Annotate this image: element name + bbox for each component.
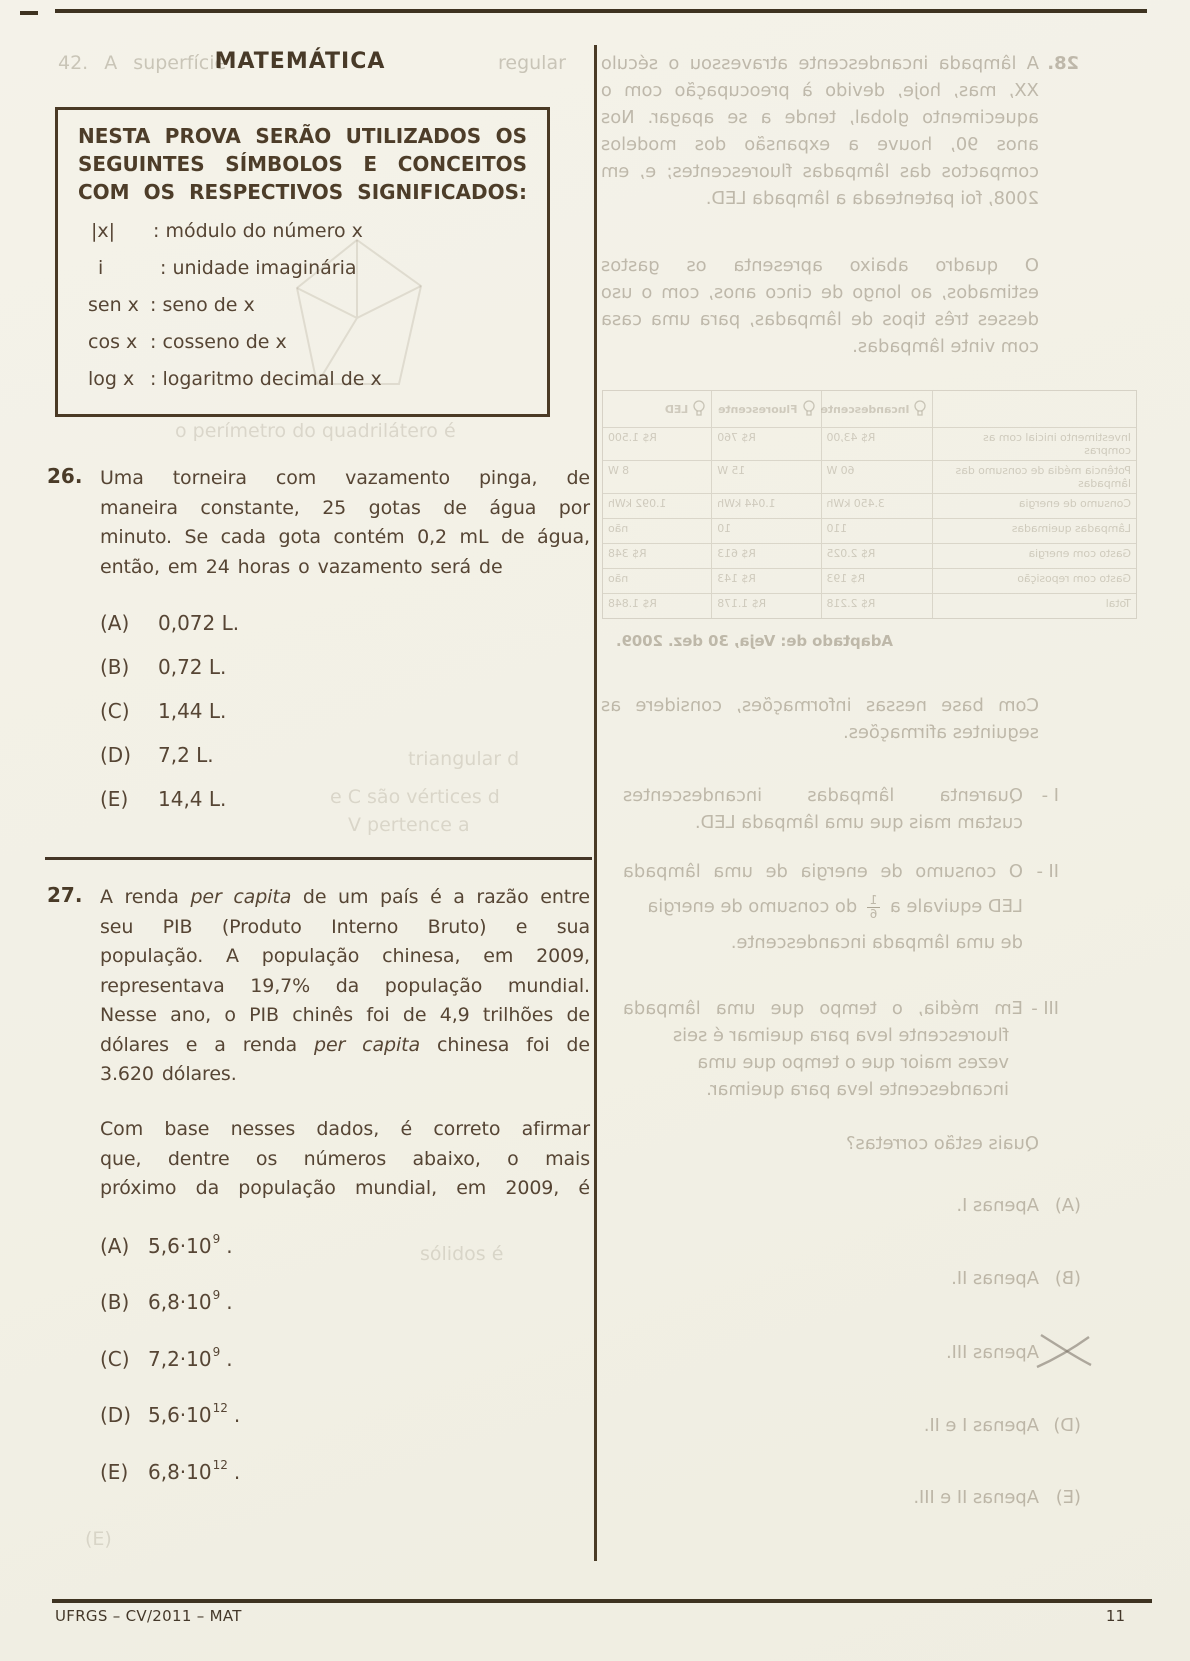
bleed-table-row-label: Investimento inicial com as compras [983,431,1131,457]
question-text-line: minuto. Se cada gota contém 0,2 mL de água, [100,526,590,548]
bleed-question-28 [596,50,1143,212]
bleed-question-number: 28. [1047,53,1079,74]
top-rule [55,9,1147,13]
footer-page-number: 11 [1105,1607,1125,1625]
footer-exam-code: UFRGS – CV/2011 – MAT [55,1607,242,1625]
bleed-line: compactos das lâmpadas fluorescentes; e, em [601,161,1039,182]
question-text-line: maneira constante, 25 gotas de água por [100,496,590,519]
bleed-table-cell: R$ 2.218 [822,594,934,618]
bleed-line: incandescente leva para queimar. [706,1079,1009,1100]
option-period: . [226,1234,233,1258]
bleed-roman-label: II - [1036,861,1059,882]
bleed-table-cell: 60 W [822,461,934,493]
bleed-line: seguintes afirmações. [843,722,1039,743]
symbols-box [55,107,550,417]
question-text-line: próximo da população mundial, em 2009, é [100,1177,590,1199]
bleed-back-page [596,40,1143,1570]
bleed-text-fragment: e C são vértices d [330,786,500,808]
bleed-line: Quarenta lâmpadas incandescentes [623,785,1023,806]
top-rule-dash [20,11,38,15]
bleed-roman-label: III - [1031,998,1059,1019]
option-value: $5,6\cdot 10^9$ . [148,1232,233,1258]
option-period: . [233,1460,241,1484]
bleed-line: 2008, foi patenteada a lâmpada LED. [705,188,1039,209]
symbol: i [98,257,104,279]
option-period: . [226,1347,233,1371]
question-text-line: Nesse ano, o PIB chinês foi de 4,9 trilhões de [100,1004,590,1026]
option-period: . [226,1290,233,1314]
bleed-option-row: (D)Apenas I e II. [923,1415,1081,1436]
bleed-line: O consumo de energia de uma lâmpada [623,861,1023,882]
bleed-table [602,390,1137,619]
option-exponent: 9 [212,1288,221,1303]
question-text-line: Uma torneira com vazamento pinga, de [100,467,590,489]
bleed-table-row-label: Gasto com energia [1028,547,1131,560]
bleed-table-cell: R$ 613 [712,544,821,568]
option-exponent: 12 [212,1401,228,1416]
option-value: 0,72 L. [158,655,227,679]
bleed-text-fragment: regular [498,52,566,74]
bleed-line: desses três tipos de lâmpadas, para uma casa [601,309,1039,330]
question-text-line: A renda per capita de um país é a razão entre [100,886,590,908]
bleed-table-col-label: Fluorescente [718,402,798,416]
bleed-table-cell: R$ 760 [712,428,821,460]
page-title: MATEMÁTICA [214,49,386,74]
option-letter: (E) [100,787,129,811]
option-row [100,1403,240,1427]
bleed-table-cell: R$ 1.848 [603,594,712,618]
question-text-line: população. A população chinesa, em 2009, [100,945,590,967]
option-letter: (C) [100,699,130,723]
bleed-text-fragment: (E) [85,1528,112,1550]
option-value: $7,2\cdot 10^9$ . [148,1345,233,1371]
bleed-line: vezes maior que o tempo que uma [697,1052,1009,1073]
bleed-line: aquecimento global, tende a se apagar. Nos [601,107,1039,128]
bleed-table-cell: 110 [822,519,934,543]
heading-line: SEGUINTES SÍMBOLOS E CONCEITOS [78,152,527,176]
bleed-table-cell: não [603,519,712,543]
bleed-line: estimados, ao longo de cinco anos, com o uso [601,282,1039,303]
bleed-line: com vinte lâmpadas. [852,336,1039,357]
bleed-paragraph [596,692,1143,746]
question-text-line: dólares e a renda per capita chinesa foi de [100,1033,590,1056]
symbol-row [78,294,527,331]
bleed-table-cell: R$ 348 [603,544,712,568]
question-text [100,1115,590,1204]
option-row [100,1290,233,1314]
bleed-table-cell: R$ 1.178 [712,594,821,618]
option-letter: (A) [100,1234,130,1258]
question-text-line: que, dentre os números abaixo, o mais [100,1147,590,1170]
bleed-line: custam mais que uma lâmpada LED. [695,812,1023,833]
bleed-table-row-label: Lâmpadas queimadas [1011,522,1131,535]
bleed-question-prompt: Quais estão corretas? [846,1133,1039,1154]
bleed-line: Com base nessas informações, considere as [601,695,1039,716]
symbol: log x [88,368,135,390]
bleed-table-row-label: Total [1105,597,1131,610]
question-text [100,883,590,1090]
option-letter: (D) [100,743,132,767]
bleed-table-row [603,568,1136,593]
bleed-table-cell: 10 [712,519,821,543]
question-text-line: seu PIB (Produto Interno Bruto) e sua [100,915,590,938]
heading-line: COM OS RESPECTIVOS SIGNIFICADOS: [78,180,527,204]
bleed-text-fragment: 42. A superfície [58,52,227,74]
footer-rule [52,1599,1152,1603]
bleed-table-row-label: Potência média de consumo das lâmpadas [955,464,1131,490]
symbol: |x| [91,220,116,242]
bleed-line: O quadro abaixo apresenta os gastos [601,255,1039,276]
bleed-table-header [603,391,1136,427]
option-row [100,1234,233,1258]
question-text [100,464,590,582]
bulb-icon [802,400,816,418]
bleed-table-row-label: Gasto com reposição [1017,572,1131,585]
bleed-table-cell: R$ 143 [712,569,821,593]
option-row [100,787,226,811]
option-value: $6,8\cdot 10^9$ . [148,1288,233,1314]
option-letter: (E) [100,1460,129,1484]
symbol-row [78,257,527,294]
option-value: 14,4 L. [158,787,227,811]
bleed-option-row: (A)Apenas I. [956,1195,1081,1216]
option-row [100,1347,233,1371]
heading-line: NESTA PROVA SERÃO UTILIZADOS OS [78,124,527,148]
bleed-text-fragment: V pertence a [348,814,470,836]
symbol-definition: : módulo do número x [153,220,363,242]
symbol: sen x [88,294,139,316]
symbol-definition: : seno de x [150,294,255,316]
italic-term: per capita [190,886,292,908]
bleed-option-row: Apenas III. [596,1339,1143,1366]
bleed-table-cell: 8 W [603,461,712,493]
bleed-table-col-label: Incandescente [820,402,910,416]
bleed-table-row-label: Consumo de energia [1018,497,1131,510]
bleed-line: A lâmpada incandescente atravessou o século [601,53,1039,74]
italic-term: per capita [313,1033,421,1056]
bleed-option-row: (B)Apenas II. [951,1268,1081,1289]
option-letter: (B) [100,1290,130,1314]
bleed-line: XX, mas, hoje, devido à preocupação com o [601,80,1039,101]
bleed-table-cell: R$ 43,00 [822,428,934,460]
symbol-row [78,220,527,257]
option-value: 7,2 L. [158,743,214,767]
bleed-roman-label: I - [1041,785,1059,806]
bleed-table-cell: 3.450 kWh [822,494,934,518]
option-value: 1,44 L. [158,699,227,723]
bulb-icon [913,400,927,418]
option-value: $5,6\cdot 10^{12}$ . [148,1401,241,1427]
option-letter: (B) [100,655,130,679]
bleed-table-col [712,391,821,427]
option-exponent: 9 [212,1232,221,1247]
bleed-table-row [603,493,1136,518]
bleed-line: Em média, o tempo que uma lâmpada [623,998,1023,1019]
symbol-row [78,331,527,368]
option-row [100,743,214,767]
bulb-icon [692,400,706,418]
option-exponent: 12 [212,1458,228,1473]
bleed-line: de uma lâmpada incandescente. [730,932,1023,953]
bleed-table-cell: R$ 193 [822,569,934,593]
option-letter: (A) [100,611,130,635]
question-number: 27. [47,883,83,907]
bleed-table-row [603,427,1136,460]
symbol-row [78,368,527,405]
bleed-table-col [822,391,934,427]
bleed-roman-item [596,995,1143,1103]
symbols-box-heading [78,122,527,206]
bleed-table-row [603,518,1136,543]
question-separator [45,857,592,860]
bleed-table-cell: 1.044 kWh [712,494,821,518]
bleed-text-fragment: sólidos é [420,1243,504,1265]
bleed-table-cell: 15 W [712,461,821,493]
option-letter: (D) [100,1403,132,1427]
fraction: $\frac{1}{6}$ [867,894,881,921]
option-row [100,1460,240,1484]
bleed-table-row [603,593,1136,618]
bleed-option-row: (E)Apenas II e III. [913,1487,1081,1508]
question-text-line: 3.620 dólares. [100,1063,237,1085]
bleed-paragraph [596,252,1143,360]
bleed-line: LED equivale a $\frac{1}{6}$ do consumo de energia [647,892,1023,921]
question-text-line: representava 19,7% da população mundial. [100,974,590,997]
bleed-roman-item [596,782,1143,836]
symbol-definition: : logaritmo decimal de x [150,368,382,390]
bleed-text-fragment: triangular d [408,748,520,770]
question-text-line: Com base nesses dados, é correto afirmar [100,1118,590,1140]
bleed-table-row [603,543,1136,568]
question-number: 26. [47,464,83,488]
x-mark-icon [1033,1331,1095,1371]
bleed-table-caption: Adaptado de: Veja, 30 dez. 2009. [616,632,893,650]
symbol-definition: : unidade imaginária [160,257,357,279]
symbol: cos x [88,331,138,353]
bleed-table-row [603,460,1136,493]
option-period: . [233,1403,241,1427]
bleed-table-cell: R$ 2.025 [822,544,934,568]
option-letter: (C) [100,1347,130,1371]
question-text-line: então, em 24 horas o vazamento será de [100,555,503,578]
bleed-table-corner [933,391,1136,427]
option-row [100,611,239,635]
bleed-line: fluorescente leva para queimar é seis [672,1025,1009,1046]
bleed-table-col [603,391,712,427]
option-row [100,699,226,723]
bleed-text-fragment: o perímetro do quadrilátero é [175,420,456,442]
bleed-line: anos 90, houve a expansão dos modelos [601,134,1039,155]
symbol-definition: : cosseno de x [150,331,287,353]
bleed-table-cell: 1.092 kWh [603,494,712,518]
option-value: $6,8\cdot 10^{12}$ . [148,1458,241,1484]
option-value: 0,072 L. [158,611,240,635]
bleed-table-col-label: LED [664,402,689,416]
option-row [100,655,226,679]
bleed-table-cell: não [603,569,712,593]
bleed-roman-item [596,858,1143,956]
bleed-table-cell: R$ 1.500 [603,428,712,460]
option-exponent: 9 [212,1345,221,1360]
symbols-list [78,220,527,405]
